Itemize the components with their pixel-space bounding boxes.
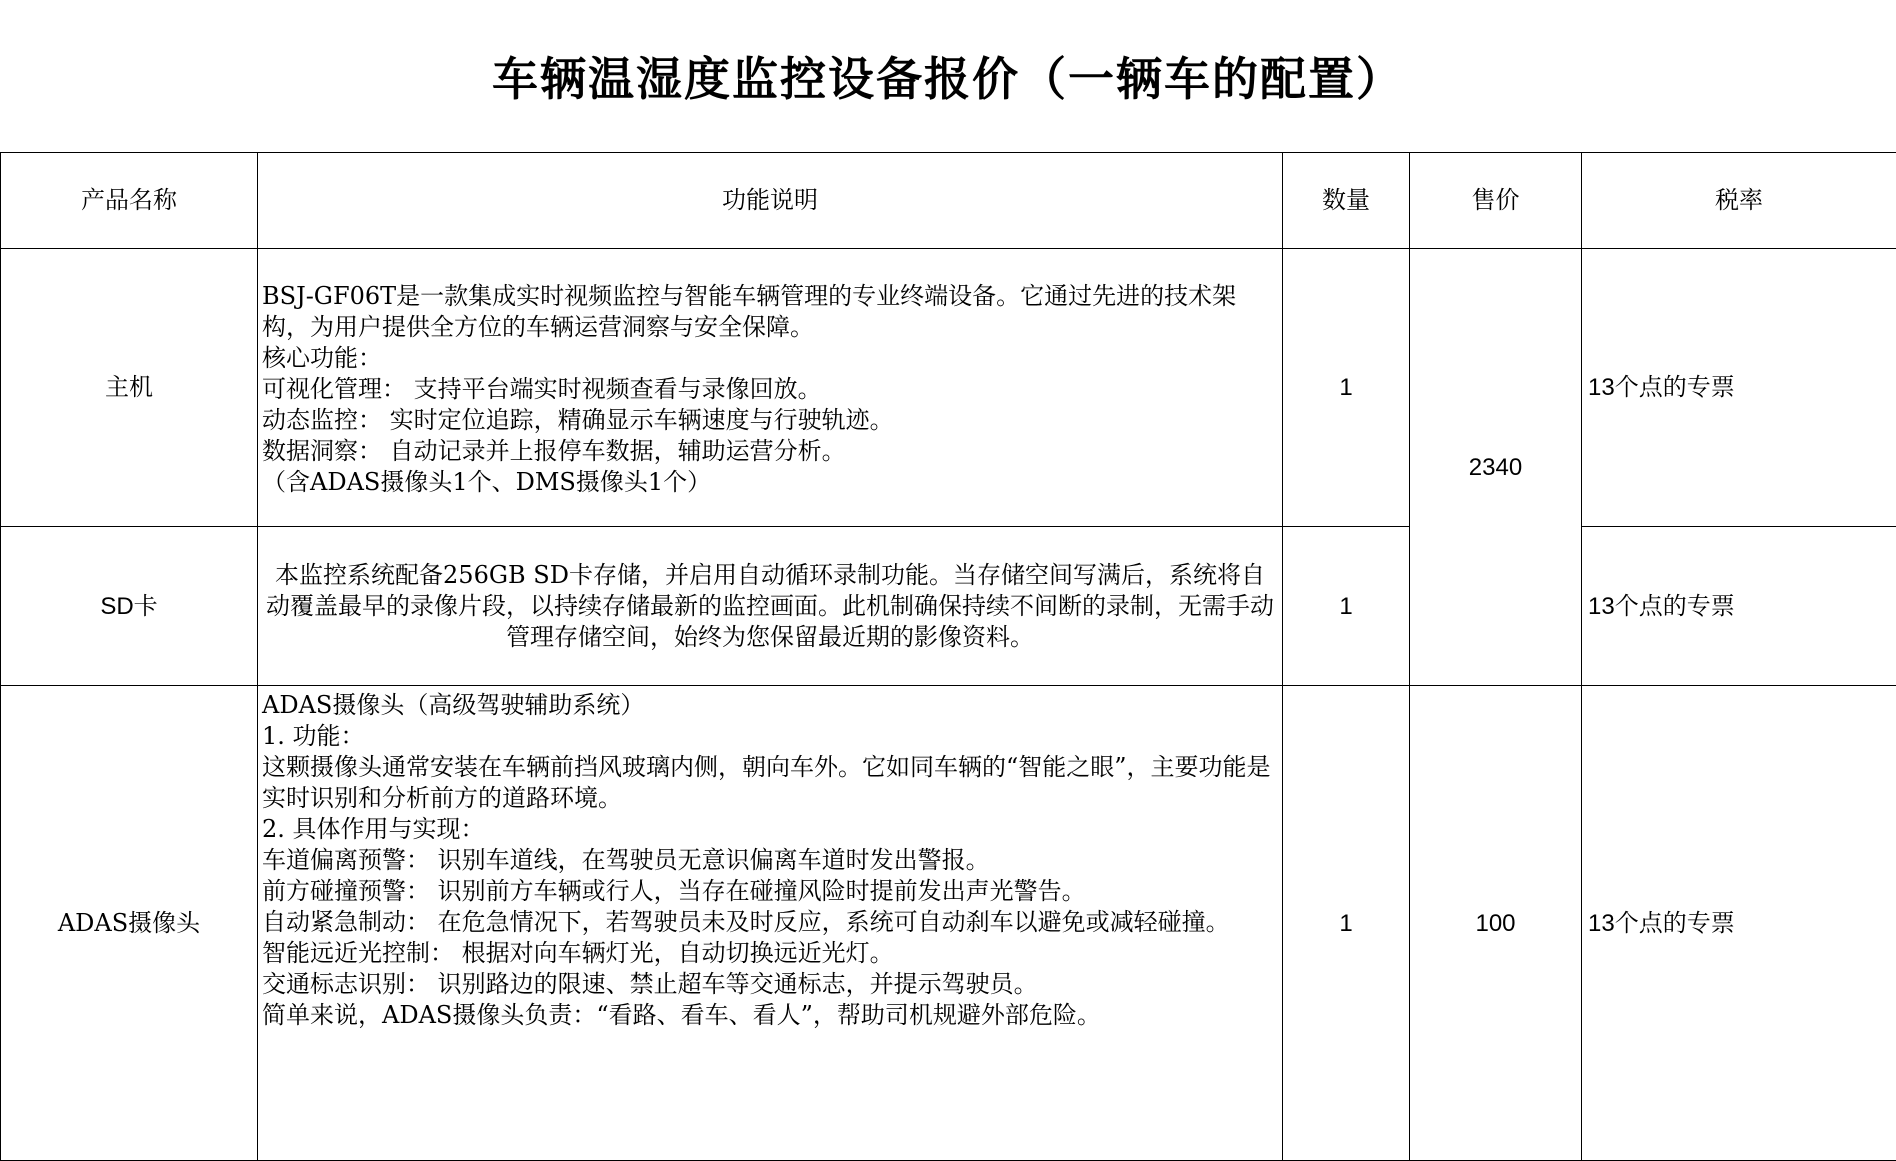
product-cell[interactable]: 主机 [1,249,258,527]
description-line: 数据洞察： 自动记录并上报停车数据，辅助运营分析。 [262,436,1276,467]
table-row [1,249,1896,527]
header-row [1,153,1896,249]
header-description[interactable]: 功能说明 [258,153,1283,249]
header-tax[interactable]: 税率 [1582,153,1896,249]
description-line: 前方碰撞预警： 识别前方车辆或行人，当存在碰撞风险时提前发出声光警告。 [262,876,1276,907]
tax-cell[interactable]: 13个点的专票 [1582,527,1896,686]
price-cell[interactable]: 100 [1410,686,1582,1161]
description-line: 简单来说，ADAS摄像头负责：“看路、看车、看人”，帮助司机规避外部危险。 [262,1000,1276,1031]
description-line: 动态监控： 实时定位追踪，精确显示车辆速度与行驶轨迹。 [262,405,1276,436]
description-line: 本监控系统配备256GB SD卡存储，并启用自动循环录制功能。当存储空间写满后，系统将自动覆盖最早的录像片段，以持续存储最新的监控画面。此机制确保持续不间断的录制，无需手动管理存储空间，始终为您保留最近期的影像资料。 [264,560,1276,653]
quote-table [0,152,1896,1161]
price-cell-merged[interactable]: 2340 [1410,249,1582,686]
product-cell[interactable]: SD卡 [1,527,258,686]
description-line: 自动紧急制动： 在危急情况下，若驾驶员未及时反应，系统可自动刹车以避免或减轻碰撞。 [262,907,1276,938]
description-line: BSJ-GF06T是一款集成实时视频监控与智能车辆管理的专业终端设备。它通过先进的技术架构，为用户提供全方位的车辆运营洞察与安全保障。 [262,281,1276,343]
quantity-cell[interactable]: 1 [1283,527,1410,686]
quantity-cell[interactable]: 1 [1283,686,1410,1161]
header-quantity[interactable]: 数量 [1283,153,1410,249]
description-line: （含ADAS摄像头1个、DMS摄像头1个） [262,467,1276,498]
description-line: 这颗摄像头通常安装在车辆前挡风玻璃内侧，朝向车外。它如同车辆的“智能之眼”，主要功能是实时识别和分析前方的道路环境。 [262,752,1276,814]
tax-cell[interactable]: 13个点的专票 [1582,686,1896,1161]
description-line: 1. 功能： [262,721,1276,752]
header-product[interactable]: 产品名称 [1,153,258,249]
sheet-title: 车辆温湿度监控设备报价（一辆车的配置） [0,0,1896,152]
description-cell[interactable] [258,249,1283,527]
description-cell[interactable] [258,527,1283,686]
description-line: 交通标志识别： 识别路边的限速、禁止超车等交通标志，并提示驾驶员。 [262,969,1276,1000]
tax-cell[interactable]: 13个点的专票 [1582,249,1896,527]
quantity-cell[interactable]: 1 [1283,249,1410,527]
product-cell[interactable]: ADAS摄像头 [1,686,258,1161]
description-line: 智能远近光控制： 根据对向车辆灯光，自动切换远近光灯。 [262,938,1276,969]
description-line: 核心功能： [262,343,1276,374]
header-price[interactable]: 售价 [1410,153,1582,249]
table-row [1,686,1896,1161]
description-line: 可视化管理： 支持平台端实时视频查看与录像回放。 [262,374,1276,405]
description-line: 车道偏离预警： 识别车道线，在驾驶员无意识偏离车道时发出警报。 [262,845,1276,876]
description-line: ADAS摄像头（高级驾驶辅助系统） [262,690,1276,721]
table-row [1,527,1896,686]
description-cell[interactable] [258,686,1283,1161]
description-line: 2. 具体作用与实现： [262,814,1276,845]
